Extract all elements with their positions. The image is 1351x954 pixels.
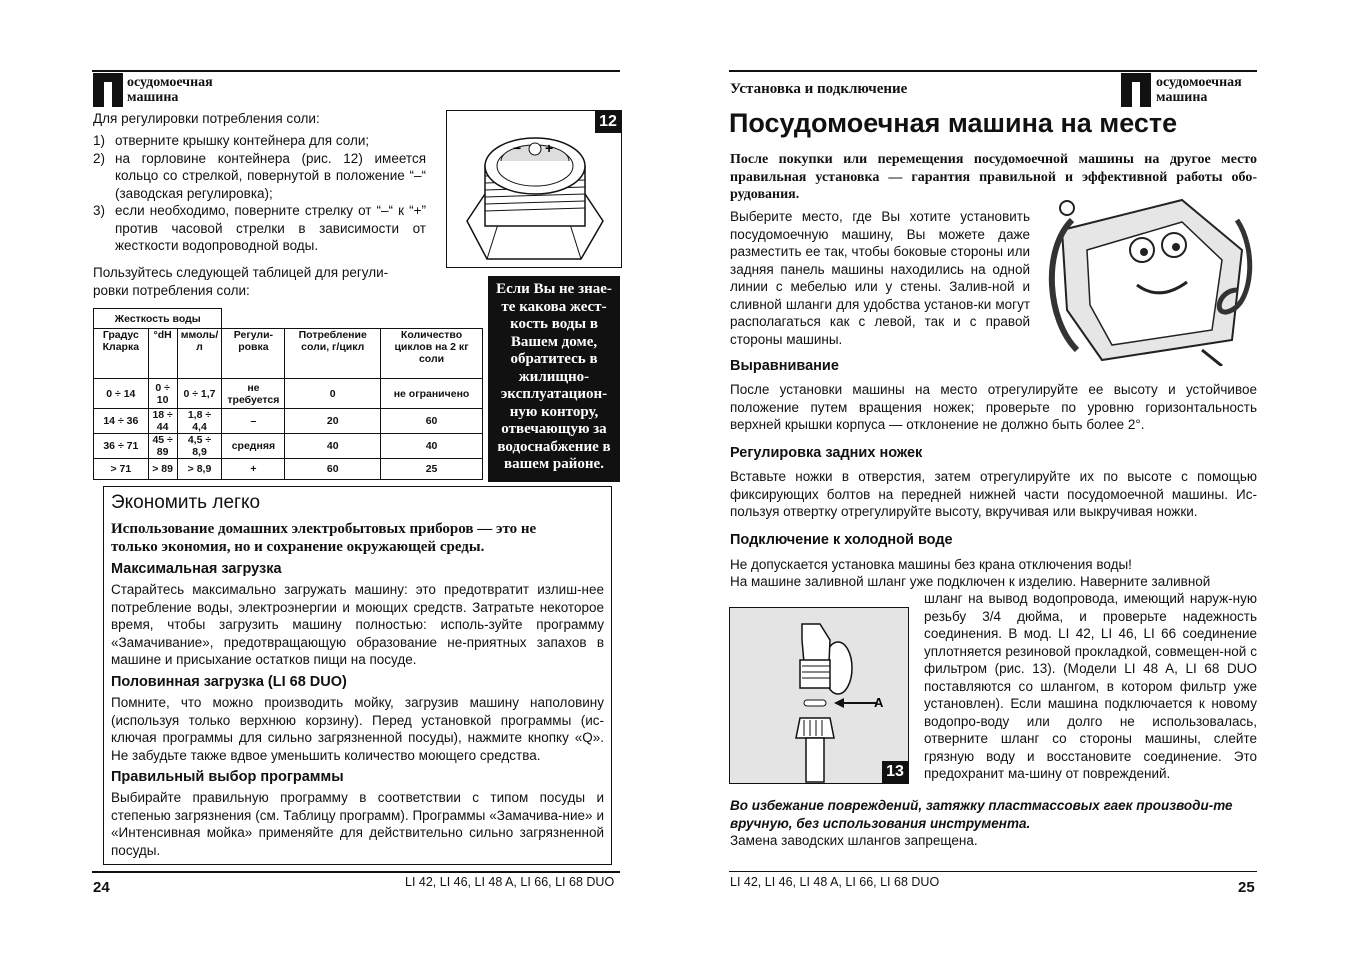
table-header: Количество циклов на 2 кг соли <box>381 329 483 379</box>
table-row: 14 ÷ 36 18 ÷ 44 1,8 ÷ 4,4 – 20 60 <box>94 409 483 434</box>
hose-filter-illustration <box>730 608 908 783</box>
section-heading: Правильный выбор программы <box>111 769 344 785</box>
table-header: ммоль/л <box>177 329 222 379</box>
page-number-right: 25 <box>1238 879 1255 896</box>
table-header: Потребление соли, г/цикл <box>285 329 381 379</box>
table-header: Регули-ровка <box>222 329 285 379</box>
table-header: Градус Кларка <box>94 329 149 379</box>
section-header: Установка и подключение <box>730 81 908 97</box>
right-top-rule <box>729 70 1257 72</box>
salt-steps <box>93 132 426 255</box>
section-text: Вставьте ножки в отверстия, затем отрегулируйте их по высоте с помощью фиксирующих болтов на передней нижней части посудомоечной машины. Ис-пользуя отвертку отрегулируйте высоту, вкручивая или выкручивая ножки. <box>730 469 1257 519</box>
section-text: Старайтесь максимально загружать машину: это предотвратит излиш-нее потребление воды, электроэнергии и моющих средств. Затратьте некоторое время, чтобы загрузить машину полностью: исполь-зуйте программу «Замачивание», предотвращающую образование не-приятных запахов в машине и присыхание остатков пищи на посуде. <box>111 582 604 667</box>
table-row: 36 ÷ 71 45 ÷ 89 4,5 ÷ 8,9 средняя 40 40 <box>94 434 483 459</box>
salt-table <box>93 308 483 480</box>
right-lead: После покупки или перемещения посудомоечной машины на другое место правильная установка — гарантия правильной и эффективной работы обо-рудования. <box>730 152 1257 202</box>
figure-label-a: A <box>874 695 884 710</box>
svg-text:+: + <box>545 140 554 156</box>
section-heading: Регулировка задних ножек <box>730 445 923 461</box>
models-footer-right: LI 42, LI 46, LI 48 A, LI 66, LI 68 DUO <box>730 875 940 889</box>
section-heading: Максимальная загрузка <box>111 561 282 577</box>
page-number-left: 24 <box>93 879 110 896</box>
water-hardness-callout: Если Вы не знае-те какова жест-кость воды в Вашем доме, обратитесь в жилищно-эксплуатацион-ную контору, отвечающую за водоснабжение в вашем районе. <box>488 276 620 482</box>
section-text: Помните, что можно производить мойку, загрузив машину наполовину (используя только верхнюю корзину). Перед установкой программы (ис-ключая программы для сильно загрязненной посуды), нажмите кнопку «Q». Не забудьте также вдвое уменьшить количество моющего средства. <box>111 695 604 763</box>
figure-13 <box>729 607 909 784</box>
economy-box-lead: Использование домашних электробытовых приборов — это не только экономия, но и сохранение окружающей среды. <box>111 521 537 555</box>
salt-container-cap-illustration <box>447 111 621 267</box>
table-group-header: Жесткость воды <box>94 309 222 329</box>
brand-name-left: осудомоечная машина <box>127 75 213 105</box>
table-header: °dH <box>148 329 177 379</box>
economy-box-title: Экономить легко <box>111 492 261 513</box>
list-item: 1) отверните крышку контейнера для соли; <box>93 133 370 148</box>
svg-text:−: − <box>513 140 522 156</box>
section-text: После установки машины на место отрегулируйте ее высоту и устойчивое положение путем вращения ножек; проверьте по уровню горизонтальность верхней крышки корпуса — отклонение не должно быть более 2°. <box>730 382 1257 432</box>
figure-number-badge: 12 <box>595 111 621 133</box>
list-item: 3) если необходимо, поверните стрелку от “–“ к “+” против часовой стрелки в зависимости от жесткости водопроводной воды. <box>93 203 426 253</box>
section-heading: Подключение к холодной воде <box>730 532 953 548</box>
final-note: Замена заводских шлангов запрещена. <box>730 833 978 848</box>
table-row: 0 ÷ 14 0 ÷ 10 0 ÷ 1,7 не требуется 0 не ограничено <box>94 379 483 409</box>
installation-warning: Во избежание повреждений, затяжку пластмассовых гаек производи-те вручную, без использования инструмента. <box>730 798 1233 831</box>
section-heading: Выравнивание <box>730 358 839 374</box>
list-item: 2) на горловине контейнера (рис. 12) имеется кольцо со стрелкой, повернутой в положение “–“ (заводская регулировка); <box>93 150 426 201</box>
placement-text: Выберите место, где Вы хотите установить посудомоечную машину, Вы можете даже разместить ее так, чтобы боковые стороны или задняя панель машины находились на одной линии с мебелью или у стены. Залив-ной и сливной шланги для удобства установ-ки могут располагаться как с левой, так и с правой стороны машины. <box>730 209 1030 347</box>
figure-12 <box>446 110 622 268</box>
figure-number-badge: 13 <box>882 761 908 783</box>
left-bottom-rule <box>92 871 620 873</box>
section-heading: Половинная загрузка (LI 68 DUO) <box>111 674 347 690</box>
table-row: > 71 > 89 > 8,9 + 60 25 <box>94 459 483 480</box>
brand-logo-right <box>1121 73 1151 107</box>
dishwasher-cartoon-illustration <box>1042 190 1258 366</box>
models-footer-left: LI 42, LI 46, LI 48 A, LI 66, LI 68 DUO <box>405 875 615 889</box>
section-text: Выбирайте правильную программу в соответствии с типом посуды и степенью загрязнения (см. Таблицу программ). Программы «Замачива-ние» и «Интенсивная мойка» применяйте для действительно сильно загрязненной посуды. <box>111 790 604 858</box>
salt-intro: Для регулировки потребления соли: <box>93 111 320 126</box>
water-warning-line: Не допускается установка машины без крана отключения воды! <box>730 557 1132 572</box>
page-title: Посудомоечная машина на месте <box>729 108 1178 138</box>
table-intro: Пользуйтесь следующей таблицей для регули-ровки потребления соли: <box>93 265 389 298</box>
water-connection-text: шланг на вывод водопровода, имеющий наруж-ную резьбу 3/4 дюйма, и проверьте надежность соединения. В мод. LI 42, LI 46, LI 66 соединение уплотняется резиновой прокладкой, совмещен-ной с фильтром (рис. 13). (Модели LI 48 A, LI 68 DUO поставляются со шлангом, в котором фильтр уже установлен). Если машина подключается к новому водопро-воду или долго не использовалась, отверните шланг со стороны машины, слейте грязную воду и восстановите соединение. Это предохранит ма-шину от повреждений. <box>924 591 1257 781</box>
brand-name-right: осудомоечная машина <box>1156 75 1242 105</box>
left-top-rule <box>92 70 620 72</box>
right-bottom-rule <box>729 871 1257 872</box>
brand-logo-left <box>93 73 123 107</box>
water-text-line: На машине заливной шланг уже подключен к изделию. Наверните заливной <box>730 574 1211 589</box>
